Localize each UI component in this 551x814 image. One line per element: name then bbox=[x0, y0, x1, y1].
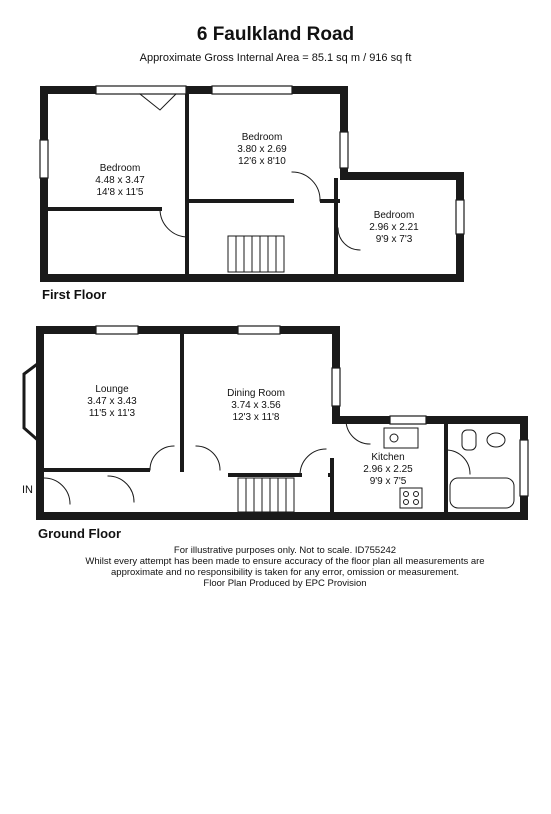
bathroom-fittings bbox=[450, 430, 514, 508]
disclaimer-line-3: approximate and no responsibility is taken for any error, omission or measurement. bbox=[111, 567, 459, 578]
disclaimer-line-1: For illustrative purposes only. Not to scale. ID755242 bbox=[173, 545, 397, 556]
lounge-label: Lounge 3.47 x 3.43 11'5 x 11'3 bbox=[87, 384, 137, 419]
gross-area-text: Approximate Gross Internal Area = 85.1 sq m / 916 sq ft bbox=[139, 52, 412, 64]
plan-title: 6 Faulkland Road bbox=[196, 24, 355, 45]
ground-floor-label: Ground Floor bbox=[38, 526, 122, 541]
disclaimer bbox=[40, 545, 530, 589]
entrance-label: IN bbox=[22, 484, 33, 496]
ground-floor-stairs bbox=[238, 478, 294, 512]
dining-room-label: Dining Room 3.74 x 3.56 12'3 x 11'8 bbox=[227, 388, 285, 423]
disclaimer-line-2: Whilst every attempt has been made to ensure accuracy of the floor plan all measurements are bbox=[85, 556, 485, 567]
first-floor-bedroom-2-label: Bedroom 3.80 x 2.69 12'6 x 8'10 bbox=[237, 132, 287, 167]
first-floor-bedroom-1-label: Bedroom 4.48 x 3.47 14'8 x 11'5 bbox=[95, 163, 145, 198]
first-floor-bedroom-3-label: Bedroom 2.96 x 2.21 9'9 x 7'3 bbox=[369, 210, 419, 245]
first-floor-label: First Floor bbox=[42, 287, 107, 302]
disclaimer-line-4: Floor Plan Produced by EPC Provision bbox=[203, 578, 367, 589]
first-floor-stairs bbox=[228, 236, 284, 272]
kitchen-label: Kitchen 2.96 x 2.25 9'9 x 7'5 bbox=[363, 452, 413, 487]
first-floor-doors bbox=[140, 94, 360, 250]
